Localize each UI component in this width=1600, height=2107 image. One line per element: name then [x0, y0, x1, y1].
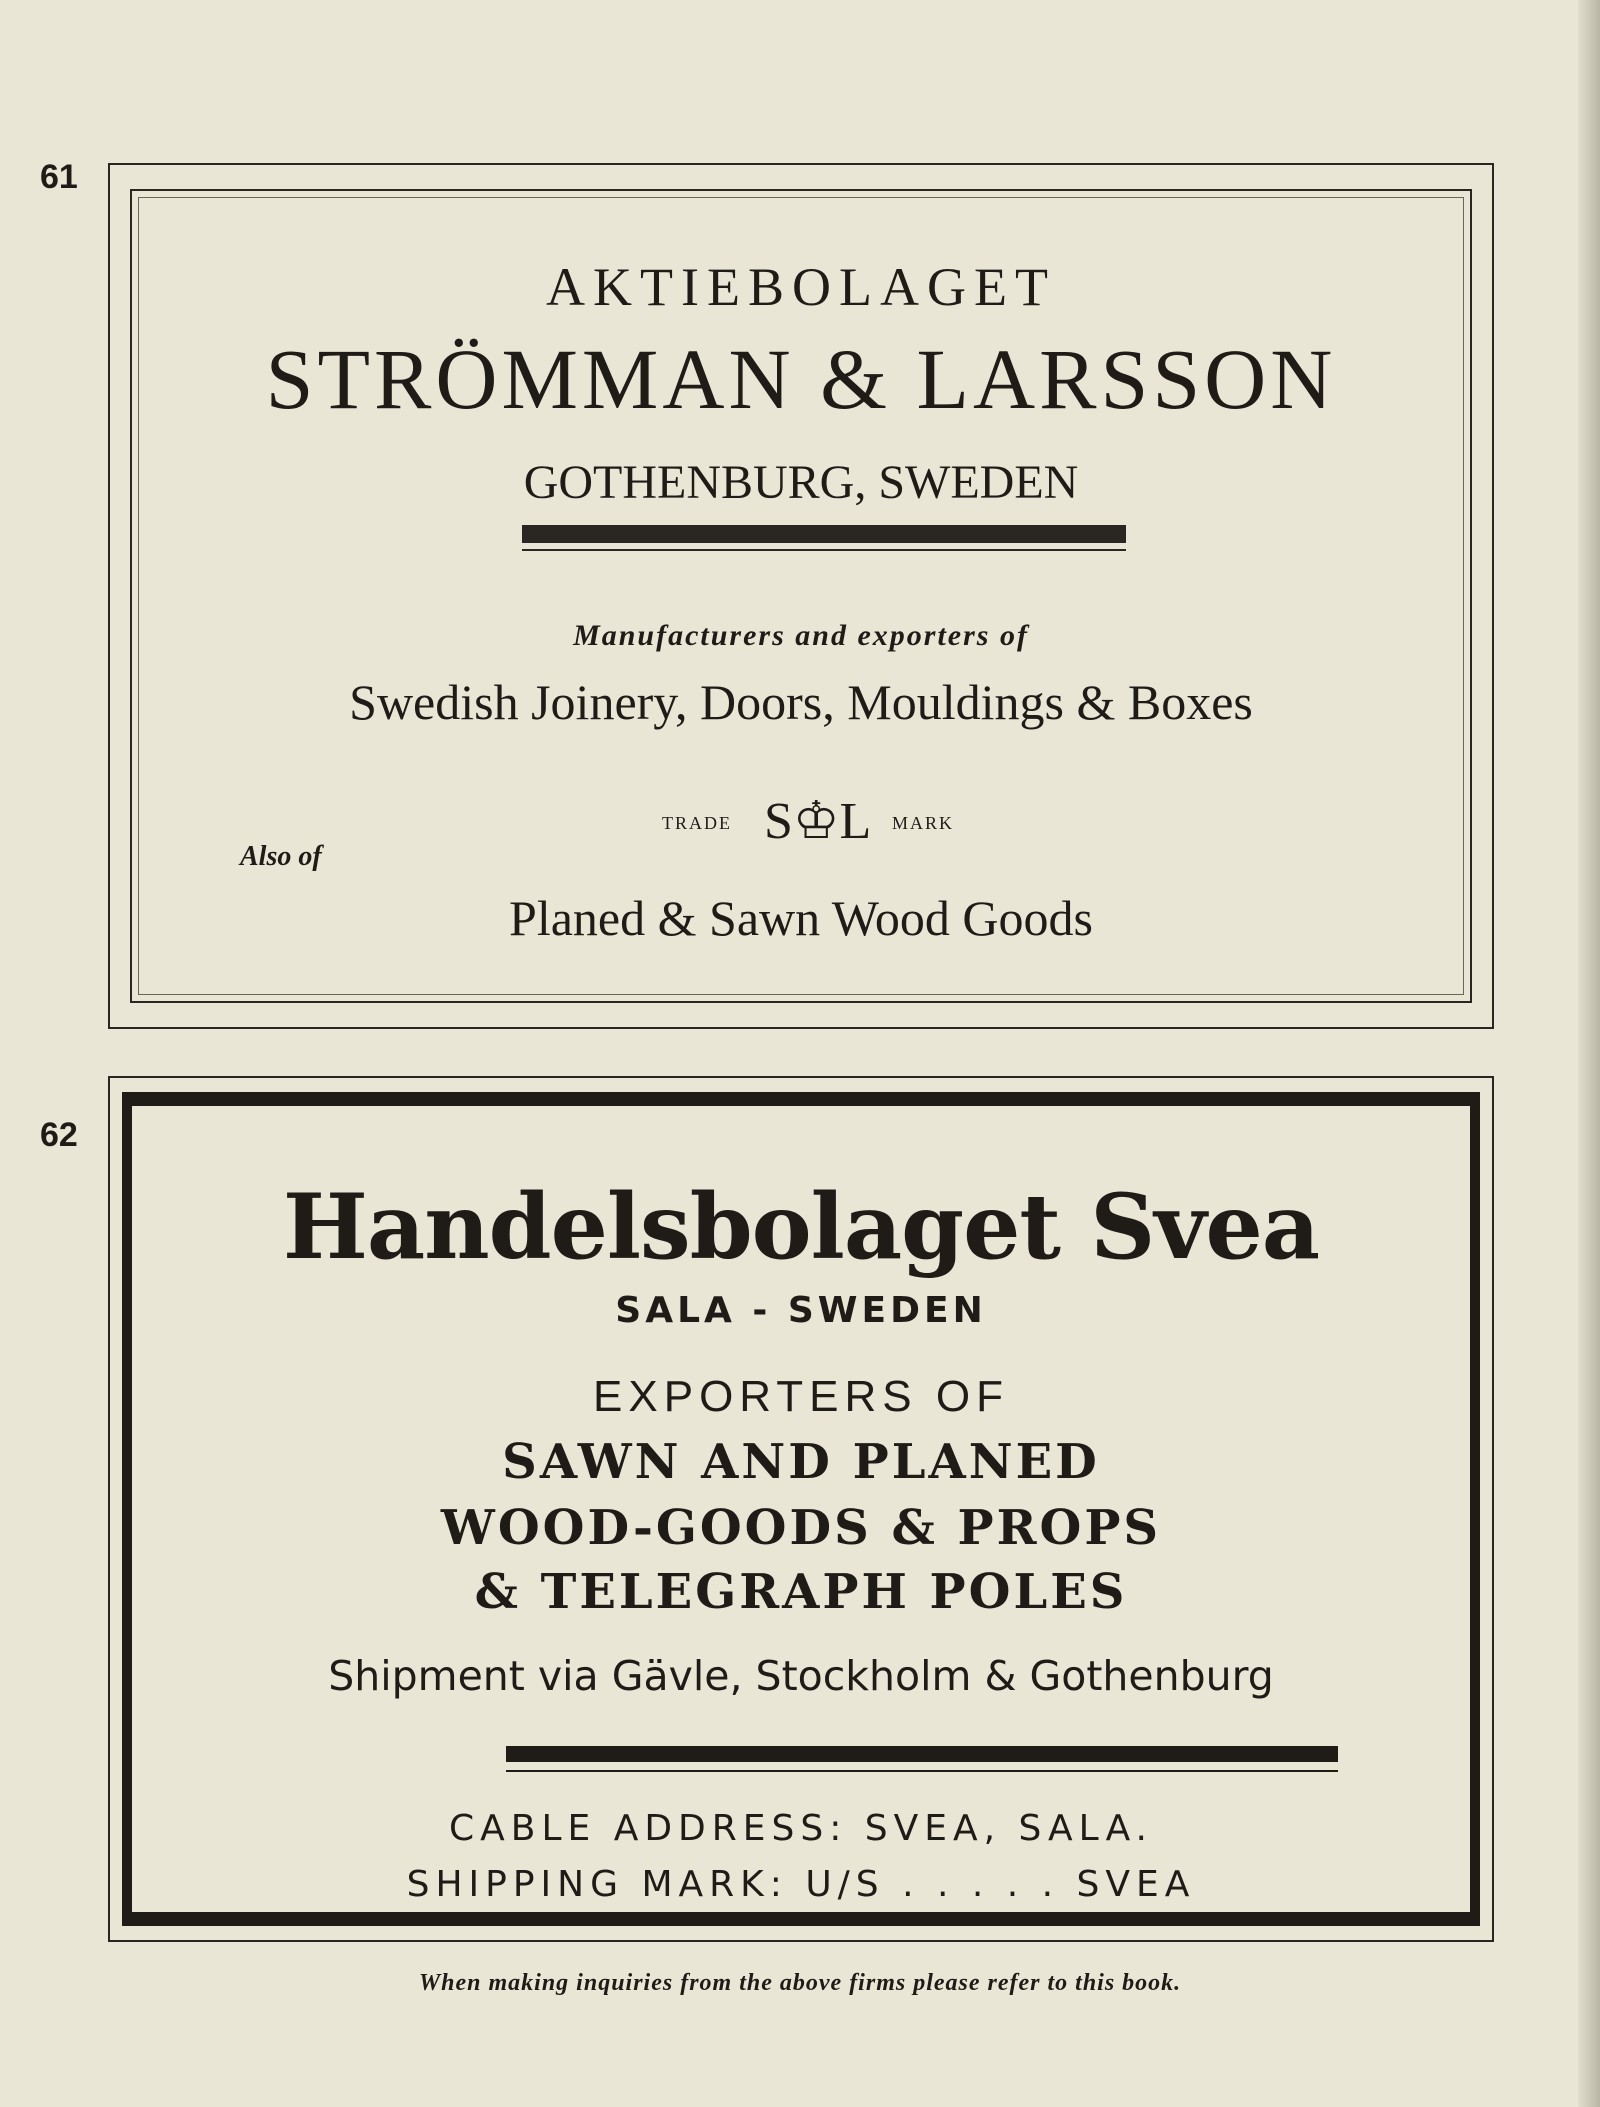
ad-inner-frame	[122, 1092, 1480, 1926]
divider-thick	[522, 525, 1126, 543]
goods-line: Planed & Sawn Wood Goods	[509, 890, 1093, 946]
exporters-heading: EXPORTERS OF	[593, 1372, 1009, 1421]
ad-inner-frame	[130, 189, 1472, 1003]
company-name: Handelsbolaget Svea	[282, 1174, 1320, 1280]
page-edge	[1578, 0, 1600, 2107]
product-line-1: SAWN AND PLANED	[502, 1434, 1100, 1490]
page-number-61: 61	[40, 158, 78, 196]
advertisement-stromman-larsson	[108, 163, 1494, 1029]
company-location: GOTHENBURG, SWEDEN	[523, 456, 1079, 509]
divider-thick	[506, 1746, 1338, 1762]
divider-thin	[522, 549, 1126, 551]
shipping-mark: SHIPPING MARK: U/S . . . . . SVEA	[406, 1864, 1196, 1905]
products-line: Swedish Joinery, Doors, Mouldings & Boxes	[349, 674, 1253, 730]
advertisement-handelsbolaget-svea	[108, 1076, 1494, 1942]
company-name: STRÖMMAN & LARSSON	[265, 331, 1337, 427]
company-kicker: AKTIEBOLAGET	[546, 257, 1056, 317]
footer-note: When making inquiries from the above firms please refer to this book.	[418, 1970, 1182, 1996]
shipment-line: Shipment via Gävle, Stockholm & Gothenburg	[328, 1652, 1274, 1700]
trademark-logo: S♔L	[764, 793, 872, 850]
mark-label: MARK	[892, 813, 955, 833]
trade-label: TRADE	[662, 813, 732, 833]
cable-address: CABLE ADDRESS: SVEA, SALA.	[448, 1808, 1153, 1849]
divider-thin	[506, 1770, 1338, 1772]
product-line-2: WOOD-GOODS & PROPS	[440, 1500, 1162, 1556]
company-location: SALA - SWEDEN	[615, 1290, 987, 1331]
product-line-3: & TELEGRAPH POLES	[474, 1564, 1128, 1620]
tagline: Manufacturers and exporters of	[573, 619, 1029, 652]
trademark-row	[132, 791, 1470, 851]
also-of-label: Also of	[240, 841, 322, 872]
page-number-62: 62	[40, 1116, 78, 1154]
